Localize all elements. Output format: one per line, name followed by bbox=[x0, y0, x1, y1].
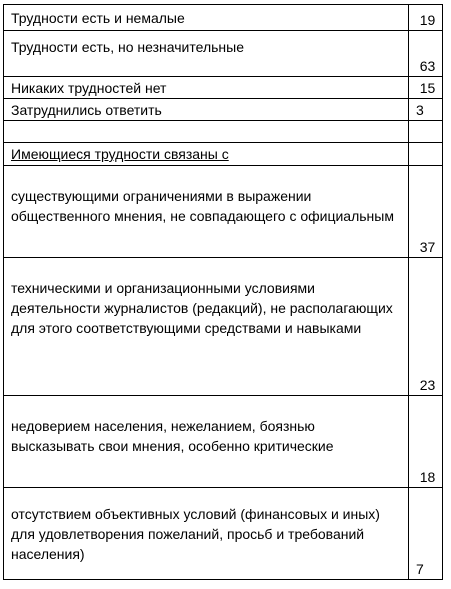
empty-cell bbox=[409, 143, 443, 166]
reason-value-text: 37 bbox=[419, 239, 436, 255]
answer-label: Никаких трудностей нет bbox=[4, 77, 409, 99]
reason-value bbox=[409, 258, 443, 396]
table-row bbox=[4, 166, 443, 258]
reason-label: техническими и организационными условиями деятельности журналистов (редакций), не располагающих для этого соответствующими средствами и навыками bbox=[4, 258, 409, 396]
reason-value-text: 7 bbox=[416, 561, 424, 577]
answer-value bbox=[409, 5, 443, 31]
answer-label: Трудности есть и немалые bbox=[4, 5, 409, 31]
answer-label: Трудности есть, но незначительные bbox=[4, 31, 409, 77]
reason-value bbox=[409, 488, 443, 580]
reason-value-text: 23 bbox=[419, 377, 436, 393]
table-row bbox=[4, 31, 443, 77]
table-row bbox=[4, 258, 443, 396]
table-row bbox=[4, 396, 443, 488]
table-row bbox=[4, 143, 443, 166]
table-row-empty bbox=[4, 121, 443, 143]
answer-value bbox=[409, 31, 443, 77]
table-row bbox=[4, 5, 443, 31]
reason-label: существующими ограничениями в выражении общественного мнения, не совпадающего с официальным bbox=[4, 166, 409, 258]
reason-label: отсутствием объективных условий (финансовых и иных) для удовлетворения пожеланий, просьб и требований населения) bbox=[4, 488, 409, 580]
reason-value-text: 18 bbox=[419, 469, 436, 485]
reason-value bbox=[409, 166, 443, 258]
answer-value bbox=[409, 77, 443, 99]
answer-value-text: 3 bbox=[416, 102, 424, 118]
table-row bbox=[4, 99, 443, 121]
section-heading-cell bbox=[4, 143, 409, 166]
table-row bbox=[4, 488, 443, 580]
answer-value bbox=[409, 99, 443, 121]
answer-label: Затруднились ответить bbox=[4, 99, 409, 121]
answer-value-text: 63 bbox=[419, 58, 436, 74]
survey-results-table bbox=[3, 4, 443, 580]
empty-cell bbox=[4, 121, 409, 143]
reason-value bbox=[409, 396, 443, 488]
empty-cell bbox=[409, 121, 443, 143]
section-heading: Имеющиеся трудности связаны с bbox=[11, 146, 229, 162]
answer-value-text: 15 bbox=[419, 80, 436, 96]
reason-label: недоверием населения, нежеланием, боязнью высказывать свои мнения, особенно критические bbox=[4, 396, 409, 488]
answer-value-text: 19 bbox=[419, 12, 436, 28]
table-row bbox=[4, 77, 443, 99]
